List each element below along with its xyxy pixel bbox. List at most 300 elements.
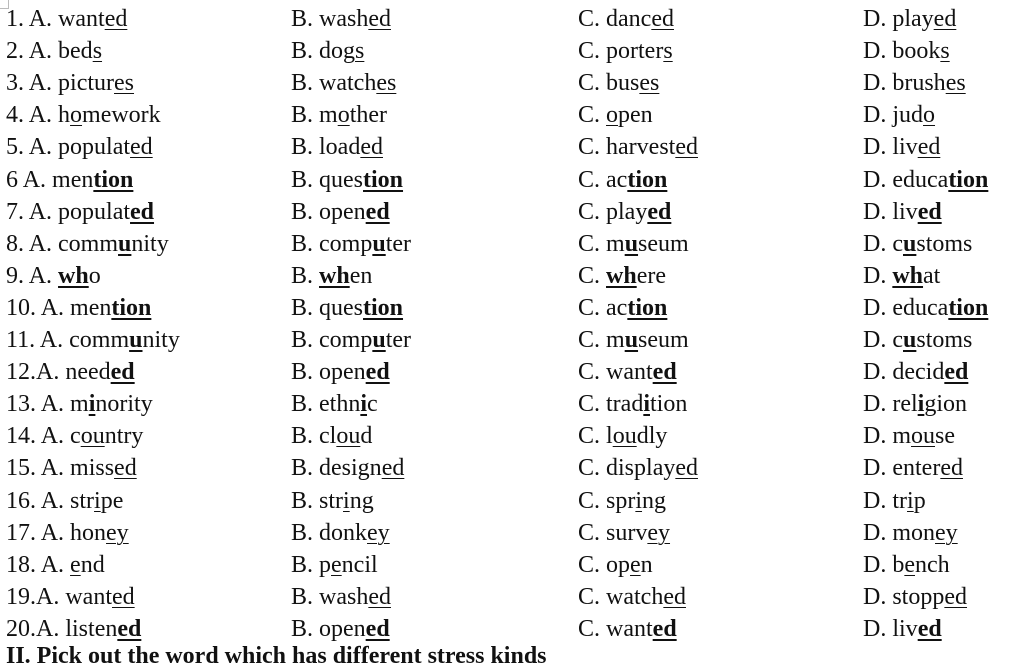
underlined-sound: ed (675, 455, 698, 482)
answer-option (291, 260, 372, 292)
option-letter: A. (28, 262, 59, 289)
answer-option (863, 356, 968, 388)
underlined-sound: u (903, 230, 917, 257)
question-row (0, 452, 1024, 484)
option-letter: D. (863, 70, 893, 97)
question-row (0, 67, 1024, 99)
word-part: populat (58, 134, 131, 161)
answer-option (578, 292, 667, 324)
option-letter: C. (578, 262, 607, 289)
underlined-sound: wh (606, 262, 637, 289)
question-number: 1. (6, 6, 29, 32)
word-part: b (892, 551, 905, 578)
word-part: men (52, 166, 94, 193)
underlined-sound: ed (940, 455, 963, 482)
word-part: comp (319, 230, 373, 257)
word-part: nch (915, 551, 950, 578)
answer-option (578, 260, 666, 292)
option-letter: C. (578, 519, 607, 546)
underlined-sound: o (337, 102, 350, 129)
underlined-sound: ed (652, 615, 677, 642)
underlined-sound: i (917, 391, 925, 418)
answer-option (863, 164, 988, 196)
word-part: mon (892, 519, 936, 546)
underlined-sound: i (907, 487, 914, 514)
word-part: stoms (916, 327, 973, 353)
word-part: trad (606, 391, 644, 418)
word-part: m (70, 391, 89, 418)
answer-option (6, 420, 143, 452)
word-part: nity (131, 230, 169, 257)
answer-option (291, 196, 390, 228)
question-row (0, 3, 1024, 35)
underlined-sound: o (70, 102, 83, 129)
answer-option (6, 356, 135, 388)
word-part: wash (319, 6, 369, 32)
word-part: pen (618, 102, 653, 129)
answer-option (291, 35, 364, 67)
option-letter: A. (22, 166, 53, 193)
option-letter: C. (578, 102, 607, 129)
word-part: ac (606, 294, 628, 321)
word-part: ques (319, 166, 364, 193)
word-part: seum (638, 230, 689, 257)
answer-option (863, 517, 958, 549)
underlined-sound: ed (360, 134, 383, 161)
option-letter: D. (863, 134, 893, 161)
word-part: cl (319, 423, 337, 450)
answer-option (578, 35, 673, 67)
word-part: nority (95, 391, 153, 418)
option-letter: B. (291, 327, 320, 353)
question-number: 18. (6, 551, 41, 578)
question-row (0, 581, 1024, 613)
underlined-sound: s (355, 38, 365, 65)
answer-option (291, 3, 391, 35)
question-row (0, 517, 1024, 549)
word-part: brush (892, 70, 946, 97)
option-letter: C. (578, 359, 607, 386)
underlined-sound: tion (363, 294, 404, 321)
question-row (0, 164, 1024, 196)
word-part: str (319, 487, 344, 514)
option-letter: D. (863, 519, 893, 546)
underlined-sound: e (630, 551, 641, 578)
underlined-sound: o (923, 102, 936, 129)
option-letter: A. (28, 102, 59, 129)
word-part: comp (319, 327, 373, 353)
underlined-sound: ey (935, 519, 958, 546)
word-part: tion (650, 391, 688, 418)
word-part: nd (80, 551, 105, 578)
word-part: design (319, 455, 382, 482)
underlined-sound: tion (111, 294, 152, 321)
underlined-sound: i (343, 487, 350, 514)
answer-option (6, 388, 153, 420)
word-part: listen (65, 615, 118, 642)
option-letter: D. (863, 487, 893, 514)
answer-option (291, 452, 404, 484)
word-part: m (319, 102, 338, 129)
option-letter: D. (863, 391, 893, 418)
question-row (0, 485, 1024, 517)
word-part: op (606, 551, 631, 578)
word-part: play (892, 6, 934, 32)
underlined-sound: u (624, 230, 639, 257)
underlined-sound: e (70, 551, 81, 578)
option-letter: C. (578, 551, 607, 578)
answer-option (578, 517, 670, 549)
word-part: c (367, 391, 378, 418)
question-number: 6 (6, 166, 23, 193)
underlined-sound: tion (363, 166, 404, 193)
underlined-sound: o (606, 102, 619, 129)
word-part: m (892, 423, 912, 450)
underlined-sound: ed (114, 455, 137, 482)
option-letter: D. (863, 359, 893, 386)
question-number: 16. (6, 487, 41, 514)
underlined-sound: es (114, 70, 135, 97)
underlined-sound: es (639, 70, 660, 97)
answer-option (863, 131, 940, 163)
underlined-sound: ed (944, 583, 968, 610)
word-part: open (319, 198, 366, 225)
underlined-sound: ey (367, 519, 390, 546)
section-heading-cutoff: II. Pick out the word which has different stress kinds (6, 643, 547, 669)
word-part: load (319, 134, 361, 161)
underlined-sound: ed (365, 615, 390, 642)
option-letter: D. (863, 615, 893, 642)
answer-option (291, 67, 396, 99)
option-letter: D. (863, 166, 893, 193)
underlined-sound: ou (336, 423, 361, 450)
option-letter: A. (40, 551, 71, 578)
underlined-sound: u (903, 327, 917, 353)
answer-option (291, 164, 403, 196)
word-part: p (913, 487, 926, 514)
answer-option (863, 67, 966, 99)
answer-option (863, 196, 942, 228)
option-letter: A. (40, 423, 71, 450)
underlined-sound: ed (917, 615, 942, 642)
word-part: o (88, 262, 101, 289)
word-part: display (606, 455, 676, 482)
answer-option (863, 452, 963, 484)
option-letter: B. (291, 423, 320, 450)
option-letter: A. (36, 615, 66, 642)
answer-option (6, 517, 129, 549)
word-part: want (58, 6, 105, 32)
option-letter: A. (39, 327, 70, 353)
word-part: gion (924, 391, 967, 418)
underlined-sound: e (904, 551, 915, 578)
answer-option (291, 388, 378, 420)
word-part: mework (82, 102, 161, 129)
word-part: harvest (606, 134, 676, 161)
answer-option (863, 324, 972, 356)
word-part: watch (319, 70, 377, 97)
underlined-sound: ed (381, 455, 405, 482)
word-part: stoms (916, 230, 973, 257)
option-letter: A. (40, 487, 71, 514)
question-row (0, 356, 1024, 388)
option-letter: A. (28, 38, 59, 65)
word-part: n (640, 551, 653, 578)
option-letter: D. (863, 262, 893, 289)
word-part: enter (892, 455, 941, 482)
question-row (0, 228, 1024, 260)
underlined-sound: ed (368, 583, 391, 610)
underlined-sound: ed (365, 198, 390, 225)
question-number: 13. (6, 391, 41, 418)
word-part: str (70, 487, 95, 514)
underlined-sound: ey (106, 519, 129, 546)
question-number: 19. (6, 583, 36, 610)
word-part: liv (892, 134, 918, 161)
underlined-sound: u (372, 327, 386, 353)
underlined-sound: u (118, 230, 132, 257)
underlined-sound: u (624, 327, 639, 353)
option-letter: B. (291, 230, 320, 257)
question-row (0, 292, 1024, 324)
option-letter: B. (291, 262, 320, 289)
word-part: want (606, 615, 653, 642)
word-part: donk (319, 519, 368, 546)
underlined-sound: u (372, 230, 386, 257)
answer-option (578, 164, 667, 196)
underlined-sound: wh (319, 262, 350, 289)
underlined-sound: ed (933, 6, 957, 32)
word-part: educa (892, 294, 949, 321)
underlined-sound: ed (365, 359, 390, 386)
answer-option (863, 581, 967, 613)
option-letter: A. (36, 359, 66, 386)
underlined-sound: ed (104, 6, 128, 32)
question-number: 17. (6, 519, 41, 546)
word-part: tr (892, 487, 908, 514)
question-number: 11. (6, 327, 40, 353)
option-letter: A. (28, 6, 59, 32)
option-letter: D. (863, 198, 893, 225)
question-row (0, 388, 1024, 420)
answer-option (6, 228, 169, 260)
answer-option (6, 67, 134, 99)
option-letter: B. (291, 38, 320, 65)
answer-option (291, 324, 411, 356)
answer-option (291, 228, 411, 260)
option-letter: D. (863, 423, 893, 450)
answer-option (6, 131, 153, 163)
option-letter: B. (291, 166, 320, 193)
word-part: liv (892, 615, 918, 642)
underlined-sound: tion (948, 166, 989, 193)
word-part: en (349, 262, 373, 289)
word-part: danc (606, 6, 652, 32)
word-part: miss (70, 455, 115, 482)
option-letter: B. (291, 134, 320, 161)
question-number: 3. (6, 70, 29, 97)
answer-option (6, 164, 133, 196)
word-part: d (360, 423, 373, 450)
option-letter: B. (291, 391, 320, 418)
word-part: c (892, 327, 903, 353)
underlined-sound: tion (627, 166, 668, 193)
word-part: h (58, 102, 71, 129)
word-part: ncil (341, 551, 378, 578)
option-letter: C. (578, 294, 607, 321)
word-part: bus (606, 70, 640, 97)
underlined-sound: s (92, 38, 103, 65)
underlined-sound: i (94, 487, 101, 514)
answer-option (291, 99, 387, 131)
underlined-sound: tion (93, 166, 134, 193)
question-number: 4. (6, 102, 29, 129)
underlined-sound: i (360, 391, 368, 418)
question-row (0, 35, 1024, 67)
answer-option (578, 196, 671, 228)
underlined-sound: e (331, 551, 342, 578)
question-number: 20. (6, 615, 36, 642)
word-part: m (606, 327, 625, 353)
option-letter: B. (291, 359, 320, 386)
word-part: l (606, 423, 613, 450)
underlined-sound: tion (948, 294, 989, 321)
answer-option (578, 452, 698, 484)
option-letter: C. (578, 166, 607, 193)
underlined-sound: ed (110, 359, 135, 386)
answer-option (291, 420, 372, 452)
option-letter: D. (863, 294, 893, 321)
underlined-sound: wh (58, 262, 89, 289)
answer-option (578, 3, 674, 35)
underlined-sound: ey (647, 519, 671, 546)
option-letter: A. (40, 391, 71, 418)
word-part: watch (606, 583, 664, 610)
option-letter: A. (28, 198, 59, 225)
answer-option (578, 485, 666, 517)
answer-option (291, 581, 391, 613)
question-row (0, 420, 1024, 452)
underlined-sound: ed (917, 134, 941, 161)
word-part: stopp (892, 583, 945, 610)
word-part: ther (349, 102, 387, 129)
word-part: educa (892, 166, 949, 193)
underlined-sound: ed (647, 198, 672, 225)
answer-option (291, 356, 390, 388)
word-part: ethn (319, 391, 361, 418)
word-part: ques (319, 294, 364, 321)
question-number: 9. (6, 262, 29, 289)
option-letter: C. (578, 327, 607, 353)
word-part: se (935, 423, 956, 450)
option-letter: C. (578, 583, 607, 610)
word-part: jud (892, 102, 924, 129)
answer-option (6, 260, 101, 292)
underlined-sound: ed (651, 6, 674, 32)
answer-option (863, 420, 955, 452)
option-letter: D. (863, 38, 893, 65)
question-number: 5. (6, 134, 29, 161)
option-letter: B. (291, 551, 320, 578)
option-letter: C. (578, 6, 607, 32)
answer-option (6, 292, 151, 324)
word-part: at (923, 262, 941, 289)
underlined-sound: tion (627, 294, 668, 321)
underlined-sound: ed (368, 6, 391, 32)
answer-option (291, 131, 383, 163)
question-row (0, 131, 1024, 163)
answer-option (578, 388, 687, 420)
underlined-sound: ou (80, 423, 105, 450)
answer-option (863, 260, 940, 292)
word-part: ntry (104, 423, 144, 450)
underlined-sound: es (945, 70, 966, 97)
underlined-sound: u (129, 327, 143, 353)
word-part: populat (58, 198, 131, 225)
option-letter: C. (578, 423, 607, 450)
underlined-sound: ed (675, 134, 698, 161)
answer-option (291, 485, 374, 517)
option-letter: B. (291, 615, 320, 642)
word-part: rel (892, 391, 918, 418)
option-letter: B. (291, 294, 320, 321)
word-part: comm (58, 230, 119, 257)
option-letter: A. (28, 230, 59, 257)
word-part: want (606, 359, 653, 386)
word-part: wash (319, 583, 369, 610)
word-part: seum (638, 327, 689, 353)
option-letter: D. (863, 455, 893, 482)
answer-option (578, 549, 653, 581)
word-part: ac (606, 166, 628, 193)
word-part: ter (385, 230, 412, 257)
word-part: p (319, 551, 332, 578)
question-number: 7. (6, 198, 29, 225)
answer-option (578, 581, 686, 613)
option-letter: D. (863, 583, 893, 610)
answer-option (863, 485, 926, 517)
answer-option (863, 292, 988, 324)
word-part: play (606, 198, 648, 225)
answer-option (6, 452, 137, 484)
option-letter: B. (291, 6, 320, 32)
underlined-sound: es (376, 70, 397, 97)
word-part: ng (349, 487, 374, 514)
question-row (0, 260, 1024, 292)
question-number: 8. (6, 230, 29, 257)
option-letter: C. (578, 230, 607, 257)
option-letter: C. (578, 391, 607, 418)
option-letter: B. (291, 583, 320, 610)
underlined-sound: i (635, 487, 643, 514)
option-letter: B. (291, 198, 320, 225)
answer-option (6, 324, 180, 356)
option-letter: C. (578, 38, 607, 65)
answer-option (291, 292, 403, 324)
answer-option (291, 517, 390, 549)
word-part: c (892, 230, 903, 257)
answer-option (6, 485, 123, 517)
option-letter: C. (578, 198, 607, 225)
word-part: liv (892, 198, 918, 225)
answer-option (863, 228, 972, 260)
question-number: 2. (6, 38, 29, 65)
option-letter: A. (40, 519, 71, 546)
option-letter: A. (28, 134, 59, 161)
answer-option (863, 35, 950, 67)
underlined-sound: wh (892, 262, 924, 289)
option-letter: C. (578, 70, 607, 97)
